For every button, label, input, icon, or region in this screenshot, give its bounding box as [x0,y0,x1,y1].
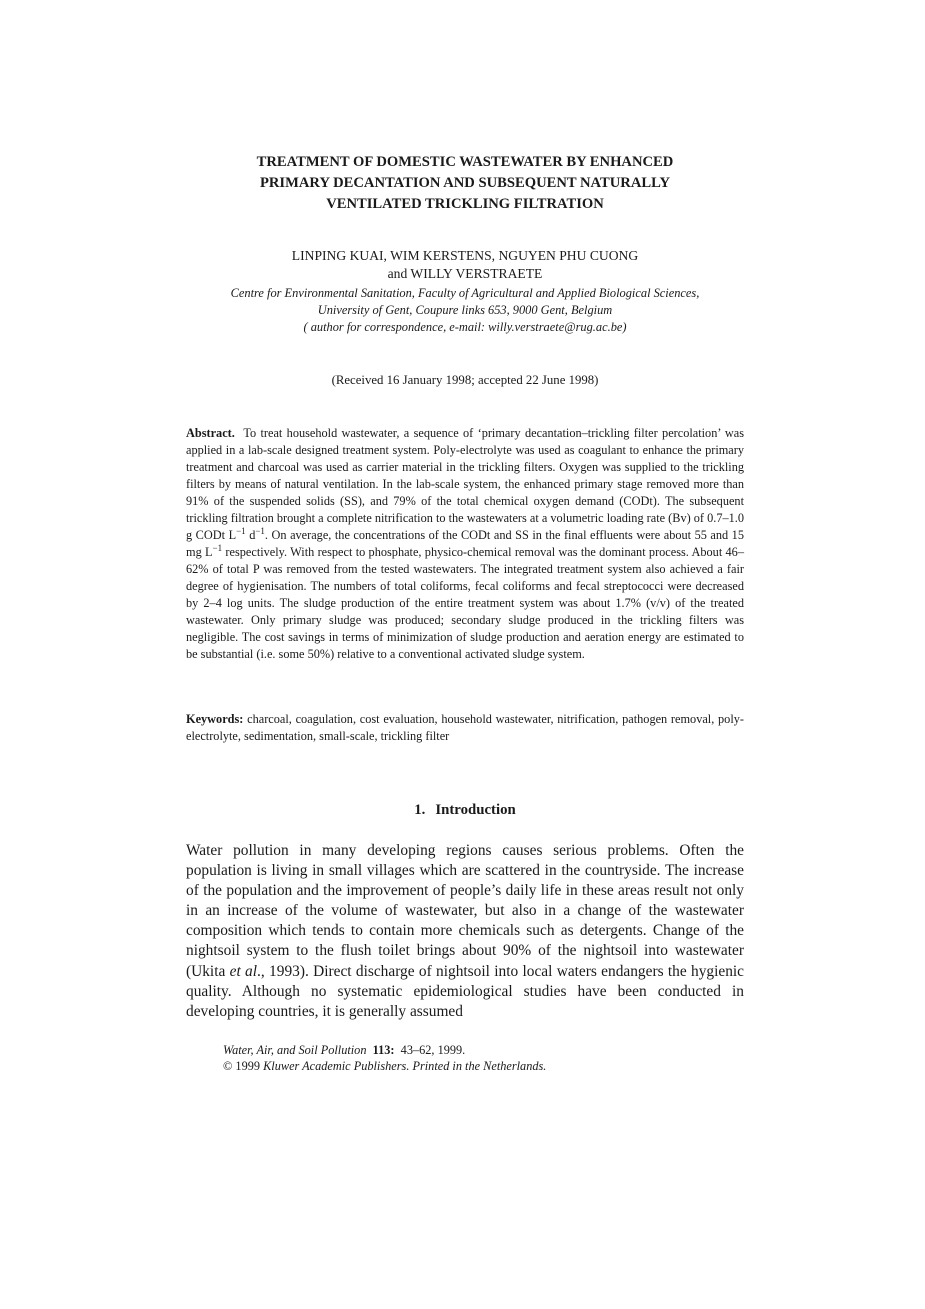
section-number: 1. [414,802,426,818]
affiliation-line-1: Centre for Environmental Sanitation, Faculty of Agricultural and Applied Biological Sciences, [230,286,700,300]
section-title: Introduction [435,802,516,818]
abstract-text-1: To treat household wastewater, a sequence of ‘primary decantation–trickling filter percolation’ was applied in a lab-scale designed treatment system. Poly-electrolyte was used as coagulant to enhance the primary treatment and charcoal was used as carrier material in the trickling filters. Oxygen was supplied to the trickling filters by means of natural ventilation. In the lab-scale system, the enhanced primary stage removed more than 91% of the suspended solids (SS), and 79% of the total chemical oxygen demand (CODt). The subsequent trickling filtration brought a complete nitrification to the wastewaters at a volumetric loading rate (Bv) of 0.7–1.0 g CODt L [186,426,745,542]
footer-copyright: © 1999 [223,1059,261,1073]
intro-text-2: ., 1993). Direct discharge of nightsoil into local waters endangers the hygienic quality. Although no systematic epidemiological studies have been conducted in developing countries, it is generally assumed [186,962,744,1020]
title-line-3: VENTILATED TRICKLING FILTRATION [326,196,604,212]
intro-text-1: Water pollution in many developing regions causes serious problems. Often the population is living in small villages which are scattered in the countryside. The increase of the population and the improvement of people’s daily life in these areas result not only in an increase of the volume of wastewater, but also in a change of the wastewater composition which tends to contain more chemicals such as detergents. Change of the nightsoil system to the flush toilet brings about 90% of the nightsoil into wastewater (Ukita [186,842,744,980]
title-line-2: PRIMARY DECANTATION AND SUBSEQUENT NATURALLY [259,175,671,191]
footer-publisher: Kluwer Academic Publishers. Printed in the Netherlands. [263,1059,547,1073]
section-heading [186,800,744,820]
abstract-exponent-3: −1 [212,542,223,553]
abstract-text-4: respectively. With respect to phosphate, physico-chemical removal was the dominant process. About 46–62% of total P was removed from the tested wastewaters. The integrated treatment system also achieved a fair degree of hygienisation. The numbers of total coliforms, fecal coliforms and fecal streptococci were decreased by 2–4 log units. The sludge production of the entire treatment system was about 1.7% (v/v) of the treated wastewater. Only primary sludge was produced; secondary sludge produced in the trickling filters was negligible. The cost savings in terms of minimization of sludge production and aeration energy are estimated to be substantial (i.e. some 50%) relative to a conventional activated sludge system. [186,545,744,661]
footer-journal: Water, Air, and Soil Pollution [223,1043,367,1057]
intro-etal: et al [229,962,258,980]
paper-title [186,152,744,215]
affiliation [186,285,744,336]
abstract-text-2: d [245,528,256,542]
abstract-label: Abstract. [186,426,235,440]
authors-line-2: and WILLY VERSTRAETE [387,266,543,281]
abstract-text-3: . On average, the concentrations of the CODt and SS in the final effluents were about 55 and 15 mg L [186,528,744,559]
abstract-exponent-1: −1 [236,525,246,536]
keywords [186,711,744,745]
footer-copyright-line [223,1058,743,1074]
authors-line-1: LINPING KUAI, WIM KERSTENS, NGUYEN PHU CUONG [291,248,639,263]
footer-volume: 113: [372,1043,395,1057]
received-dates: (Received 16 January 1998; accepted 22 June 1998) [331,373,599,387]
abstract-exponent-2: −1 [255,525,265,536]
footer-citation [223,1042,743,1058]
author-list [186,247,744,283]
title-line-1: TREATMENT OF DOMESTIC WASTEWATER BY ENHANCED [256,154,674,170]
abstract [186,425,744,663]
keywords-label: Keywords: [186,712,244,726]
footer-pages: 43–62, 1999. [400,1043,466,1057]
journal-footer [223,1042,743,1074]
affiliation-line-3: ( author for correspondence, e-mail: willy.verstraete@rug.ac.be) [303,320,627,334]
affiliation-line-2: University of Gent, Coupure links 653, 9000 Gent, Belgium [317,303,613,317]
keywords-text: charcoal, coagulation, cost evaluation, household wastewater, nitrification, pathogen removal, poly-electrolyte, sedimentation, small-scale, trickling filter [186,712,744,743]
introduction-paragraph [186,841,744,1022]
